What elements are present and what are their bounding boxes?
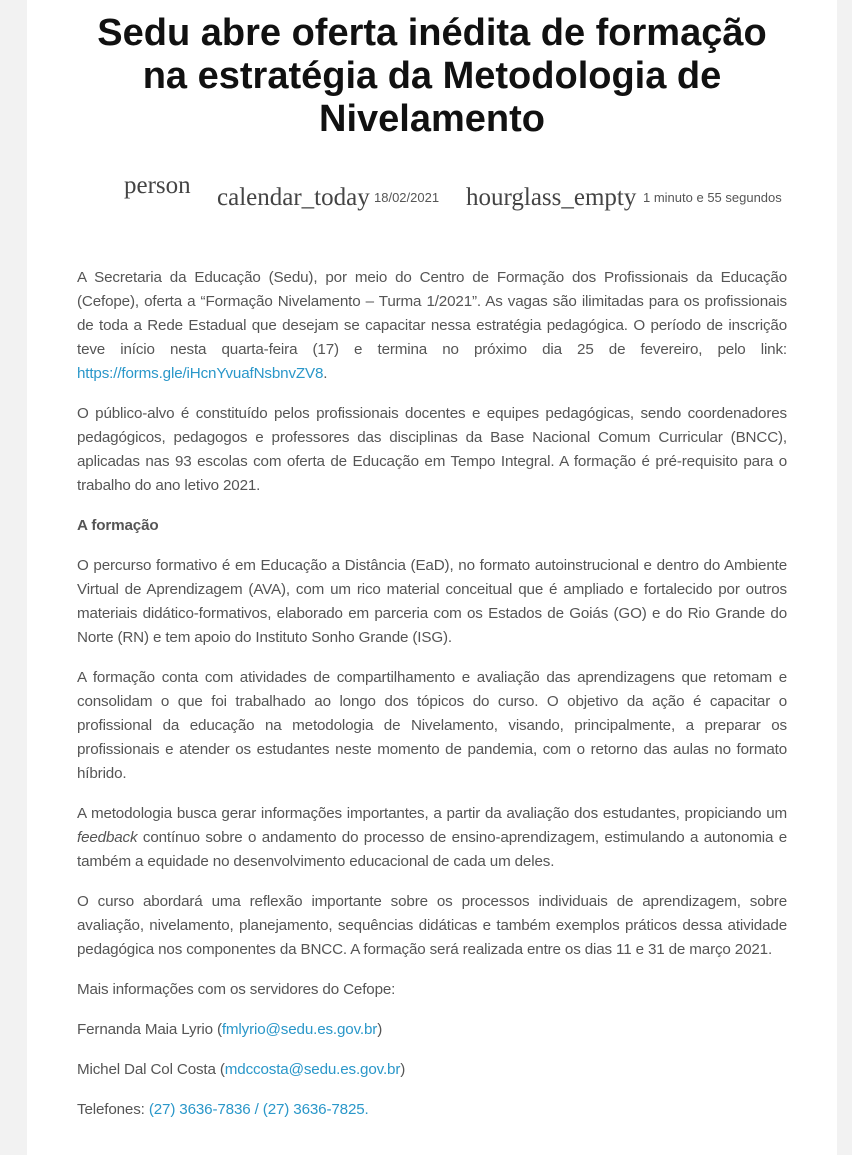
paragraph — [77, 266, 787, 386]
text: . — [323, 365, 328, 382]
publish-date: 18/02/2021 — [374, 190, 440, 205]
phones-label: Telefones: — [77, 1101, 149, 1118]
text: ) — [377, 1021, 383, 1038]
phone-link[interactable]: (27) 3636-7825. — [262, 1101, 369, 1118]
article-card — [27, 0, 837, 1155]
text: A metodologia busca gerar informações importantes, a partir da avaliação dos estudantes, propiciando um — [77, 805, 787, 822]
paragraph: Mais informações com os servidores do Cefope: — [77, 981, 396, 998]
phones — [77, 1098, 787, 1122]
text-emphasis: feedback — [77, 829, 138, 846]
section-heading: A formação — [77, 517, 159, 534]
text: contínuo sobre o andamento do processo de ensino-aprendizagem, estimulando a autonomia e também a equidade no desenvolvimento educacional de cada um deles. — [77, 829, 787, 870]
registration-link[interactable]: https://forms.gle/iHcnYvuafNsbnvZV8 — [77, 365, 324, 382]
calendar-icon: calendar_today — [217, 184, 370, 211]
article-title: Sedu abre oferta inédita de formação na estratégia da Metodologia de Nivelamento — [97, 12, 767, 140]
text: A Secretaria da Educação (Sedu), por meio do Centro de Formação dos Profissionais da Educação (Cefope), oferta a “Formação Nivelamento – Turma 1/2021”. As vagas são ilimitadas para os profissionais de toda a Rede Estadual que desejam se capacitar nessa estratégia pedagógica. O período de inscrição teve início nesta quarta-feira (17) e termina no próximo dia 25 de fevereiro, pelo link: — [77, 269, 787, 358]
article-meta — [97, 172, 837, 222]
article-body — [77, 266, 787, 1138]
paragraph: O público-alvo é constituído pelos profissionais docentes e equipes pedagógicas, sendo coordenadores pedagógicos, pedagogos e professores das disciplinas da Base Nacional Comum Curricular (BNCC), aplicadas nas 93 escolas com oferta de Educação em Tempo Integral. A formação é pré-requisito para o trabalho do ano letivo 2021. — [77, 405, 787, 494]
contact-name: Michel Dal Col Costa ( — [77, 1061, 225, 1078]
paragraph: O curso abordará uma reflexão importante sobre os processos individuais de aprendizagem, sobre avaliação, nivelamento, planejamento, sequências didáticas e também exemplos práticos dessa atividade pedagógica nos componentes da BNCC. A formação será realizada entre os dias 11 e 31 de março 2021. — [77, 893, 787, 958]
phone-link[interactable]: (27) 3636-7836 — [148, 1101, 251, 1118]
contact-name: Fernanda Maia Lyrio ( — [77, 1021, 222, 1038]
contact — [77, 1018, 787, 1042]
paragraph: A formação conta com atividades de compartilhamento e avaliação das aprendizagens que retomam e consolidam o que foi trabalhado ao longo dos tópicos do curso. O objetivo da ação é capacitar o profissional da educação na metodologia de Nivelamento, visando, principalmente, a preparar os profissionais e atender os estudantes neste momento de pandemia, com o retorno das aulas no formato híbrido. — [77, 669, 787, 782]
hourglass-icon: hourglass_empty — [466, 184, 637, 211]
paragraph: O percurso formativo é em Educação a Distância (EaD), no formato autoinstrucional e dentro do Ambiente Virtual de Aprendizagem (AVA), com um rico material conceitual que é ampliado e fortalecido por outros materiais didático-formativos, elaborado em parceria com os Estados de Goiás (GO) e do Rio Grande do Norte (RN) e tem apoio do Instituto Sonho Grande (ISG). — [77, 557, 787, 646]
email-link[interactable]: mdccosta@sedu.es.gov.br — [224, 1061, 401, 1078]
text: / — [250, 1101, 263, 1118]
contact — [77, 1058, 787, 1082]
email-link[interactable]: fmlyrio@sedu.es.gov.br — [221, 1021, 378, 1038]
text: ) — [400, 1061, 406, 1078]
paragraph — [77, 802, 787, 874]
person-icon: person — [124, 172, 191, 199]
reading-time: 1 minuto e 55 segundos — [643, 190, 782, 205]
